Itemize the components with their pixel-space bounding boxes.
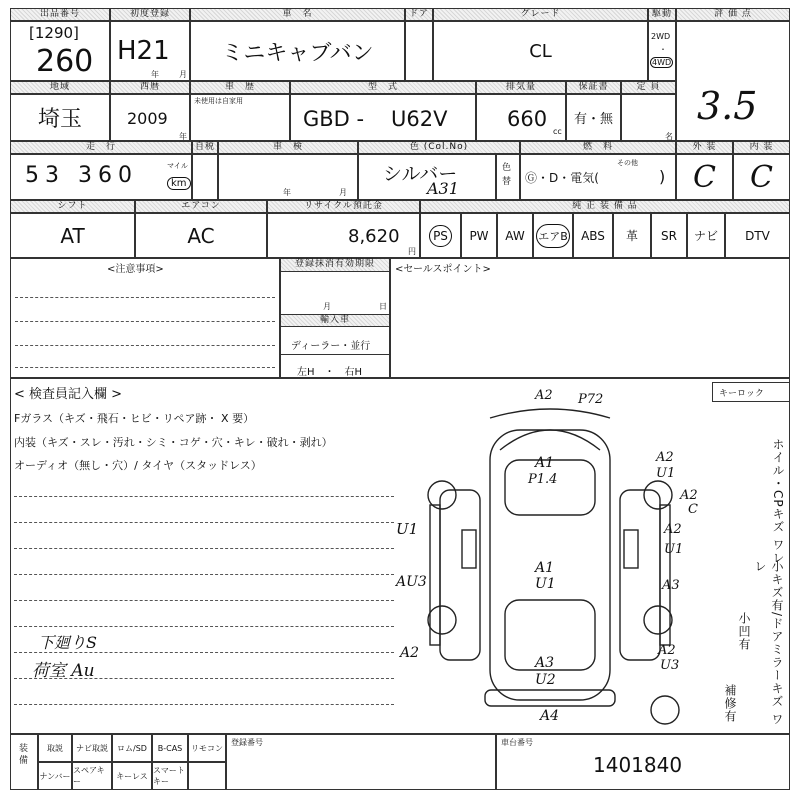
handwritten-note-underbody: 下廻りS: [38, 633, 97, 652]
import-divider: [281, 354, 389, 355]
recycle-header: リサイクル預託金: [267, 200, 420, 213]
fuel-options: Ⓖ・D・電気(: [525, 171, 599, 185]
fuel-other: その他: [617, 159, 638, 167]
drive-dot: ・: [659, 45, 667, 54]
mark: C: [688, 502, 698, 517]
rear-right-wheel: [644, 606, 672, 634]
year-cell-unit: 年: [179, 132, 187, 141]
import-handle: 左H ・ 右H: [297, 367, 363, 378]
reg-expiry-day: 日: [379, 302, 387, 311]
bottom-label: ナンバー: [38, 762, 72, 790]
right-window: [624, 530, 638, 568]
mark: U1: [656, 466, 676, 481]
equip-aw: AW: [497, 213, 533, 258]
equip-pw: PW: [461, 213, 497, 258]
mark: AU3: [396, 574, 427, 590]
car-name-header: 車 名: [190, 8, 405, 21]
mark: A2: [656, 450, 674, 465]
score-cell: [676, 21, 790, 141]
exterior-grade: C: [676, 154, 733, 200]
drive-cell: [648, 21, 676, 81]
mark: U3: [660, 658, 680, 673]
recycle-unit: 円: [408, 247, 416, 256]
region-header: 地域: [10, 81, 110, 94]
bottom-label: B-CAS: [152, 734, 188, 762]
bottom-side-label-cell: [10, 734, 38, 790]
mark: U2: [535, 672, 556, 688]
inspector-interior-line: 内装（キズ・スレ・汚れ・シミ・コゲ・穴・キレ・破れ・剥れ）: [14, 436, 333, 449]
mark: A2: [400, 645, 420, 661]
reg-expiry-month: 月: [323, 302, 331, 311]
equip-airbag: [533, 213, 573, 258]
first-registration-header: 初度登録: [110, 8, 190, 21]
mark: U1: [535, 576, 556, 592]
drive-2wd: 2WD: [651, 32, 671, 41]
color-header: 色 (Col.No): [358, 141, 520, 154]
aircon-header: エアコン: [135, 200, 267, 213]
mileage-mile-unit: マイル: [167, 162, 188, 170]
tax-cell: [192, 154, 218, 200]
mileage-digit: 3: [45, 163, 65, 188]
inspection-header: 車 検: [218, 141, 358, 154]
keylock-label: キーロック: [719, 389, 764, 399]
handwritten-note-cargo: 荷室 Au: [32, 661, 95, 681]
inspector-line: [14, 704, 394, 705]
mileage-digit: 5: [25, 163, 45, 188]
car-name: ミニキャブバン: [190, 21, 405, 81]
sales-point-header: <セールスポイント>: [395, 264, 491, 275]
rear-bumper: [485, 690, 615, 706]
equip-navi: ナビ: [687, 213, 725, 258]
inspector-header: < 検査員記入欄 >: [14, 387, 123, 402]
shift-header: シフト: [10, 200, 135, 213]
month-unit: 月: [179, 70, 187, 79]
notes-line: [15, 297, 275, 298]
mark: A2: [535, 388, 553, 403]
color-name: シルバー: [383, 163, 458, 185]
year-value: 2009: [127, 109, 168, 128]
bottom-label: スマートキー: [152, 762, 188, 790]
rear-left-wheel: [428, 606, 456, 634]
mark: A3: [662, 578, 680, 593]
car-front-roof: [500, 430, 600, 450]
sales-point-box: [390, 258, 790, 378]
interior-header: 内 装: [733, 141, 790, 154]
mark: A2: [664, 522, 682, 537]
model-prefix: GBD -: [303, 107, 365, 131]
notes-header: <注意事項>: [107, 264, 164, 275]
capacity-header: 定 員: [621, 81, 676, 94]
bottom-label: ナビ取説: [72, 734, 112, 762]
lot-box: [1290]: [29, 24, 79, 42]
registration-number-label: 登録番号: [231, 738, 263, 747]
doors-header: ドア: [405, 8, 433, 21]
warranty-header: 保証書: [566, 81, 621, 94]
equipment-header: 純 正 装 備 品: [420, 200, 790, 213]
recycle-value: 8,620: [348, 226, 400, 247]
keylock-box: [712, 382, 790, 402]
capacity-unit: 名: [665, 132, 673, 141]
mark: P72: [578, 392, 604, 407]
aircon-value: AC: [135, 213, 267, 258]
inspection-year-unit: 年: [283, 188, 291, 197]
displacement-unit: cc: [553, 127, 562, 136]
history-header: 車 歴: [190, 81, 290, 94]
equip-ps: [420, 213, 461, 258]
right-side-panel: [620, 490, 660, 660]
inspector-line: [14, 626, 394, 627]
inspection-month-unit: 月: [339, 188, 347, 197]
mileage-digit: 6: [98, 163, 118, 188]
color-cell: [358, 154, 496, 200]
inspector-audio-line: オーディオ（無し・穴）/ タイヤ（スタッドレス）: [14, 459, 262, 472]
left-side-panel: [440, 490, 480, 660]
bottom-side-label: 装備: [19, 744, 29, 766]
history-note: 未使用は自家用: [194, 97, 243, 105]
inspector-line: [14, 574, 394, 575]
equip-dtv: DTV: [725, 213, 790, 258]
region-value: 埼玉: [10, 94, 110, 141]
chassis-number-value: 1401840: [593, 753, 683, 777]
equip-ps-circled: PS: [429, 225, 452, 247]
right-note-repair: 補修有: [723, 684, 737, 723]
mileage-digits: [25, 163, 138, 188]
grade-value: CL: [433, 21, 648, 81]
capacity-cell: [621, 94, 676, 141]
year-cell: [110, 94, 190, 141]
mark: A2: [680, 488, 698, 503]
chassis-number-cell: [496, 734, 790, 790]
notes-box: [10, 258, 280, 378]
mileage-km-circled: km: [167, 177, 191, 190]
shift-value: AT: [10, 213, 135, 258]
drive-4wd-circled: 4WD: [652, 58, 672, 67]
mark: A4: [540, 708, 560, 724]
fuel-close: ): [659, 167, 666, 186]
inspector-windshield-line: Fガラス（キズ・飛石・ヒビ・リペア跡・ X 要）: [14, 412, 255, 425]
bottom-label: キーレス: [112, 762, 152, 790]
fuel-cell: [520, 154, 676, 200]
equip-leather: 革: [613, 213, 651, 258]
year-header: 西暦: [110, 81, 190, 94]
color-change-cell: [496, 154, 520, 200]
score-value: 3.5: [697, 84, 758, 128]
inspector-line: [14, 522, 394, 523]
left-window: [462, 530, 476, 568]
right-note-wheel: ホイル・CPキズ ワレ: [771, 438, 785, 565]
mark: A3: [535, 655, 555, 671]
left-sill: [430, 505, 440, 645]
mileage-digit: 0: [118, 163, 138, 188]
bottom-label: リモコン: [188, 734, 226, 762]
import-dealer: ディーラー・並行: [291, 341, 371, 352]
doors-cell: [405, 21, 433, 81]
mark: A1: [535, 560, 555, 576]
lot-number: 260: [36, 44, 94, 79]
notes-line: [15, 345, 275, 346]
interior-grade: C: [733, 154, 790, 200]
inspector-line: [14, 548, 394, 549]
model-header: 型 式: [290, 81, 476, 94]
displacement-header: 排気量: [476, 81, 566, 94]
tax-header: 自税: [192, 141, 218, 154]
mark: A1: [535, 455, 555, 471]
mark: U1: [396, 520, 419, 538]
displacement-cell: [476, 94, 566, 141]
color-change-label: 色替: [502, 163, 512, 187]
equip-sunroof: SR: [651, 213, 687, 258]
chassis-number-label: 車台番号: [501, 738, 533, 747]
bottom-label: ロム/SD: [112, 734, 152, 762]
history-cell: [190, 94, 290, 141]
color-code: A31: [427, 179, 459, 198]
equip-airbag-circled: エアB: [536, 224, 570, 248]
inspector-line: [14, 600, 394, 601]
recycle-cell: [267, 213, 420, 258]
mark: P1.4: [528, 472, 558, 487]
spare-tire: [651, 696, 679, 724]
right-note-mirror: 小キズ有/ドアミラーキズ ワレ: [753, 560, 784, 726]
lot-number-cell: [10, 21, 110, 81]
score-header: 評 価 点: [676, 8, 790, 21]
lot-number-header: 出品番号: [10, 8, 110, 21]
equip-abs: ABS: [573, 213, 613, 258]
notes-line: [15, 367, 275, 368]
mileage-digit: 3: [78, 163, 98, 188]
inspector-line: [14, 496, 394, 497]
mileage-header: 走 行: [10, 141, 192, 154]
year-unit: 年: [151, 70, 159, 79]
registration-number-cell: [226, 734, 496, 790]
bottom-label: スペアキー: [72, 762, 112, 790]
warranty-value: 有・無: [566, 94, 621, 141]
exterior-header: 外 装: [676, 141, 733, 154]
model-cell: [290, 94, 476, 141]
notes-line: [15, 321, 275, 322]
registration-box: [280, 258, 390, 378]
first-registration-value: H21: [117, 36, 170, 66]
right-note-dent: 小凹有: [737, 612, 751, 651]
inspection-cell: [218, 154, 358, 200]
grade-header: グレード: [433, 8, 648, 21]
mileage-cell: [10, 154, 192, 200]
drive-header: 駆動: [648, 8, 676, 21]
mark: A2: [658, 643, 676, 658]
first-registration-cell: [110, 21, 190, 81]
mark: U1: [664, 542, 684, 557]
import-header: 輸入車: [281, 314, 389, 327]
displacement-value: 660: [507, 107, 548, 131]
reg-expiry-header: 登録抹消有効期限: [281, 259, 389, 272]
front-bumper: [490, 409, 610, 418]
bottom-empty-cell: [188, 762, 226, 790]
fuel-header: 燃 料: [520, 141, 676, 154]
bottom-label: 取説: [38, 734, 72, 762]
model-code: U62V: [391, 107, 448, 131]
